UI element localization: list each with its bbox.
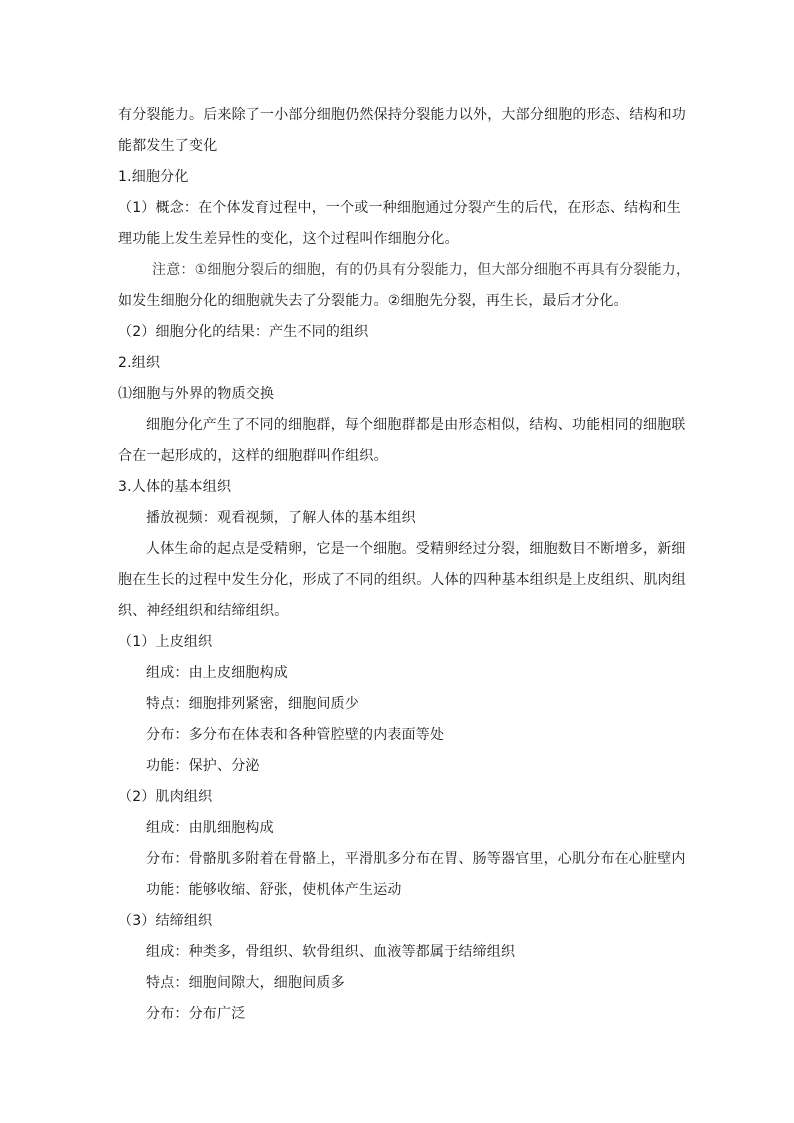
paragraph-line: 合在一起形成的，这样的细胞群叫作组织。 <box>118 448 388 464</box>
note-line: 如发生细胞分化的细胞就失去了分裂能力。②细胞先分裂，再生长，最后才分化。 <box>118 293 628 309</box>
paragraph-line: 播放视频：观看视频，了解人体的基本组织 <box>146 510 416 526</box>
paragraph-line: 人体生命的起点是受精卵，它是一个细胞。受精卵经过分裂，细胞数目不断增多，新细 <box>146 541 686 557</box>
list-item: 功能：能够收缩、舒张，使机体产生运动 <box>146 882 402 898</box>
list-item: 特点：细胞间隙大，细胞间质多 <box>146 975 345 991</box>
subsection-heading: （2）肌肉组织 <box>118 789 213 805</box>
subsection-heading: （3）结缔组织 <box>118 913 213 929</box>
list-item: 组成：种类多，骨组织、软骨组织、血液等都属于结缔组织 <box>146 944 516 960</box>
section-heading: 3.人体的基本组织 <box>118 479 232 495</box>
subsection-heading: （1）上皮组织 <box>118 634 213 650</box>
paragraph-line: （2）细胞分化的结果：产生不同的组织 <box>118 324 369 340</box>
list-item: 特点：细胞排列紧密，细胞间质少 <box>146 696 359 712</box>
section-heading: 2.组织 <box>118 355 161 371</box>
paragraph-line: 能都发生了变化 <box>118 138 218 154</box>
paragraph-line: 有分裂能力。后来除了一小部分细胞仍然保持分裂能力以外，大部分细胞的形态、结构和功 <box>118 107 686 123</box>
document-body <box>118 100 691 1030</box>
paragraph-line: 细胞分化产生了不同的细胞群，每个细胞群都是由形态相似，结构、功能相同的细胞联 <box>146 417 686 433</box>
list-item: 分布：分布广泛 <box>146 1006 246 1022</box>
list-item: 分布：骨骼肌多附着在骨骼上，平滑肌多分布在胃、肠等器官里，心肌分布在心脏壁内 <box>146 851 686 867</box>
paragraph-line: （1）概念：在个体发育过程中，一个或一种细胞通过分裂产生的后代，在形态、结构和生 <box>118 200 681 216</box>
list-item: 组成：由肌细胞构成 <box>146 820 274 836</box>
subsection-heading: ⑴细胞与外界的物质交换 <box>118 386 275 402</box>
paragraph-line: 胞在生长的过程中发生分化，形成了不同的组织。人体的四种基本组织是上皮组织、肌肉组 <box>118 572 686 588</box>
note-line: 注意：①细胞分裂后的细胞，有的仍具有分裂能力，但大部分细胞不再具有分裂能力， <box>152 262 691 278</box>
paragraph-line: 理功能上发生差异性的变化，这个过程叫作细胞分化。 <box>118 231 459 247</box>
list-item: 组成：由上皮细胞构成 <box>146 665 288 681</box>
paragraph-line: 织、神经组织和结缔组织。 <box>118 603 289 619</box>
list-item: 分布：多分布在体表和各种管腔壁的内表面等处 <box>146 727 445 743</box>
list-item: 功能：保护、分泌 <box>146 758 260 774</box>
section-heading: 1.细胞分化 <box>118 169 189 185</box>
